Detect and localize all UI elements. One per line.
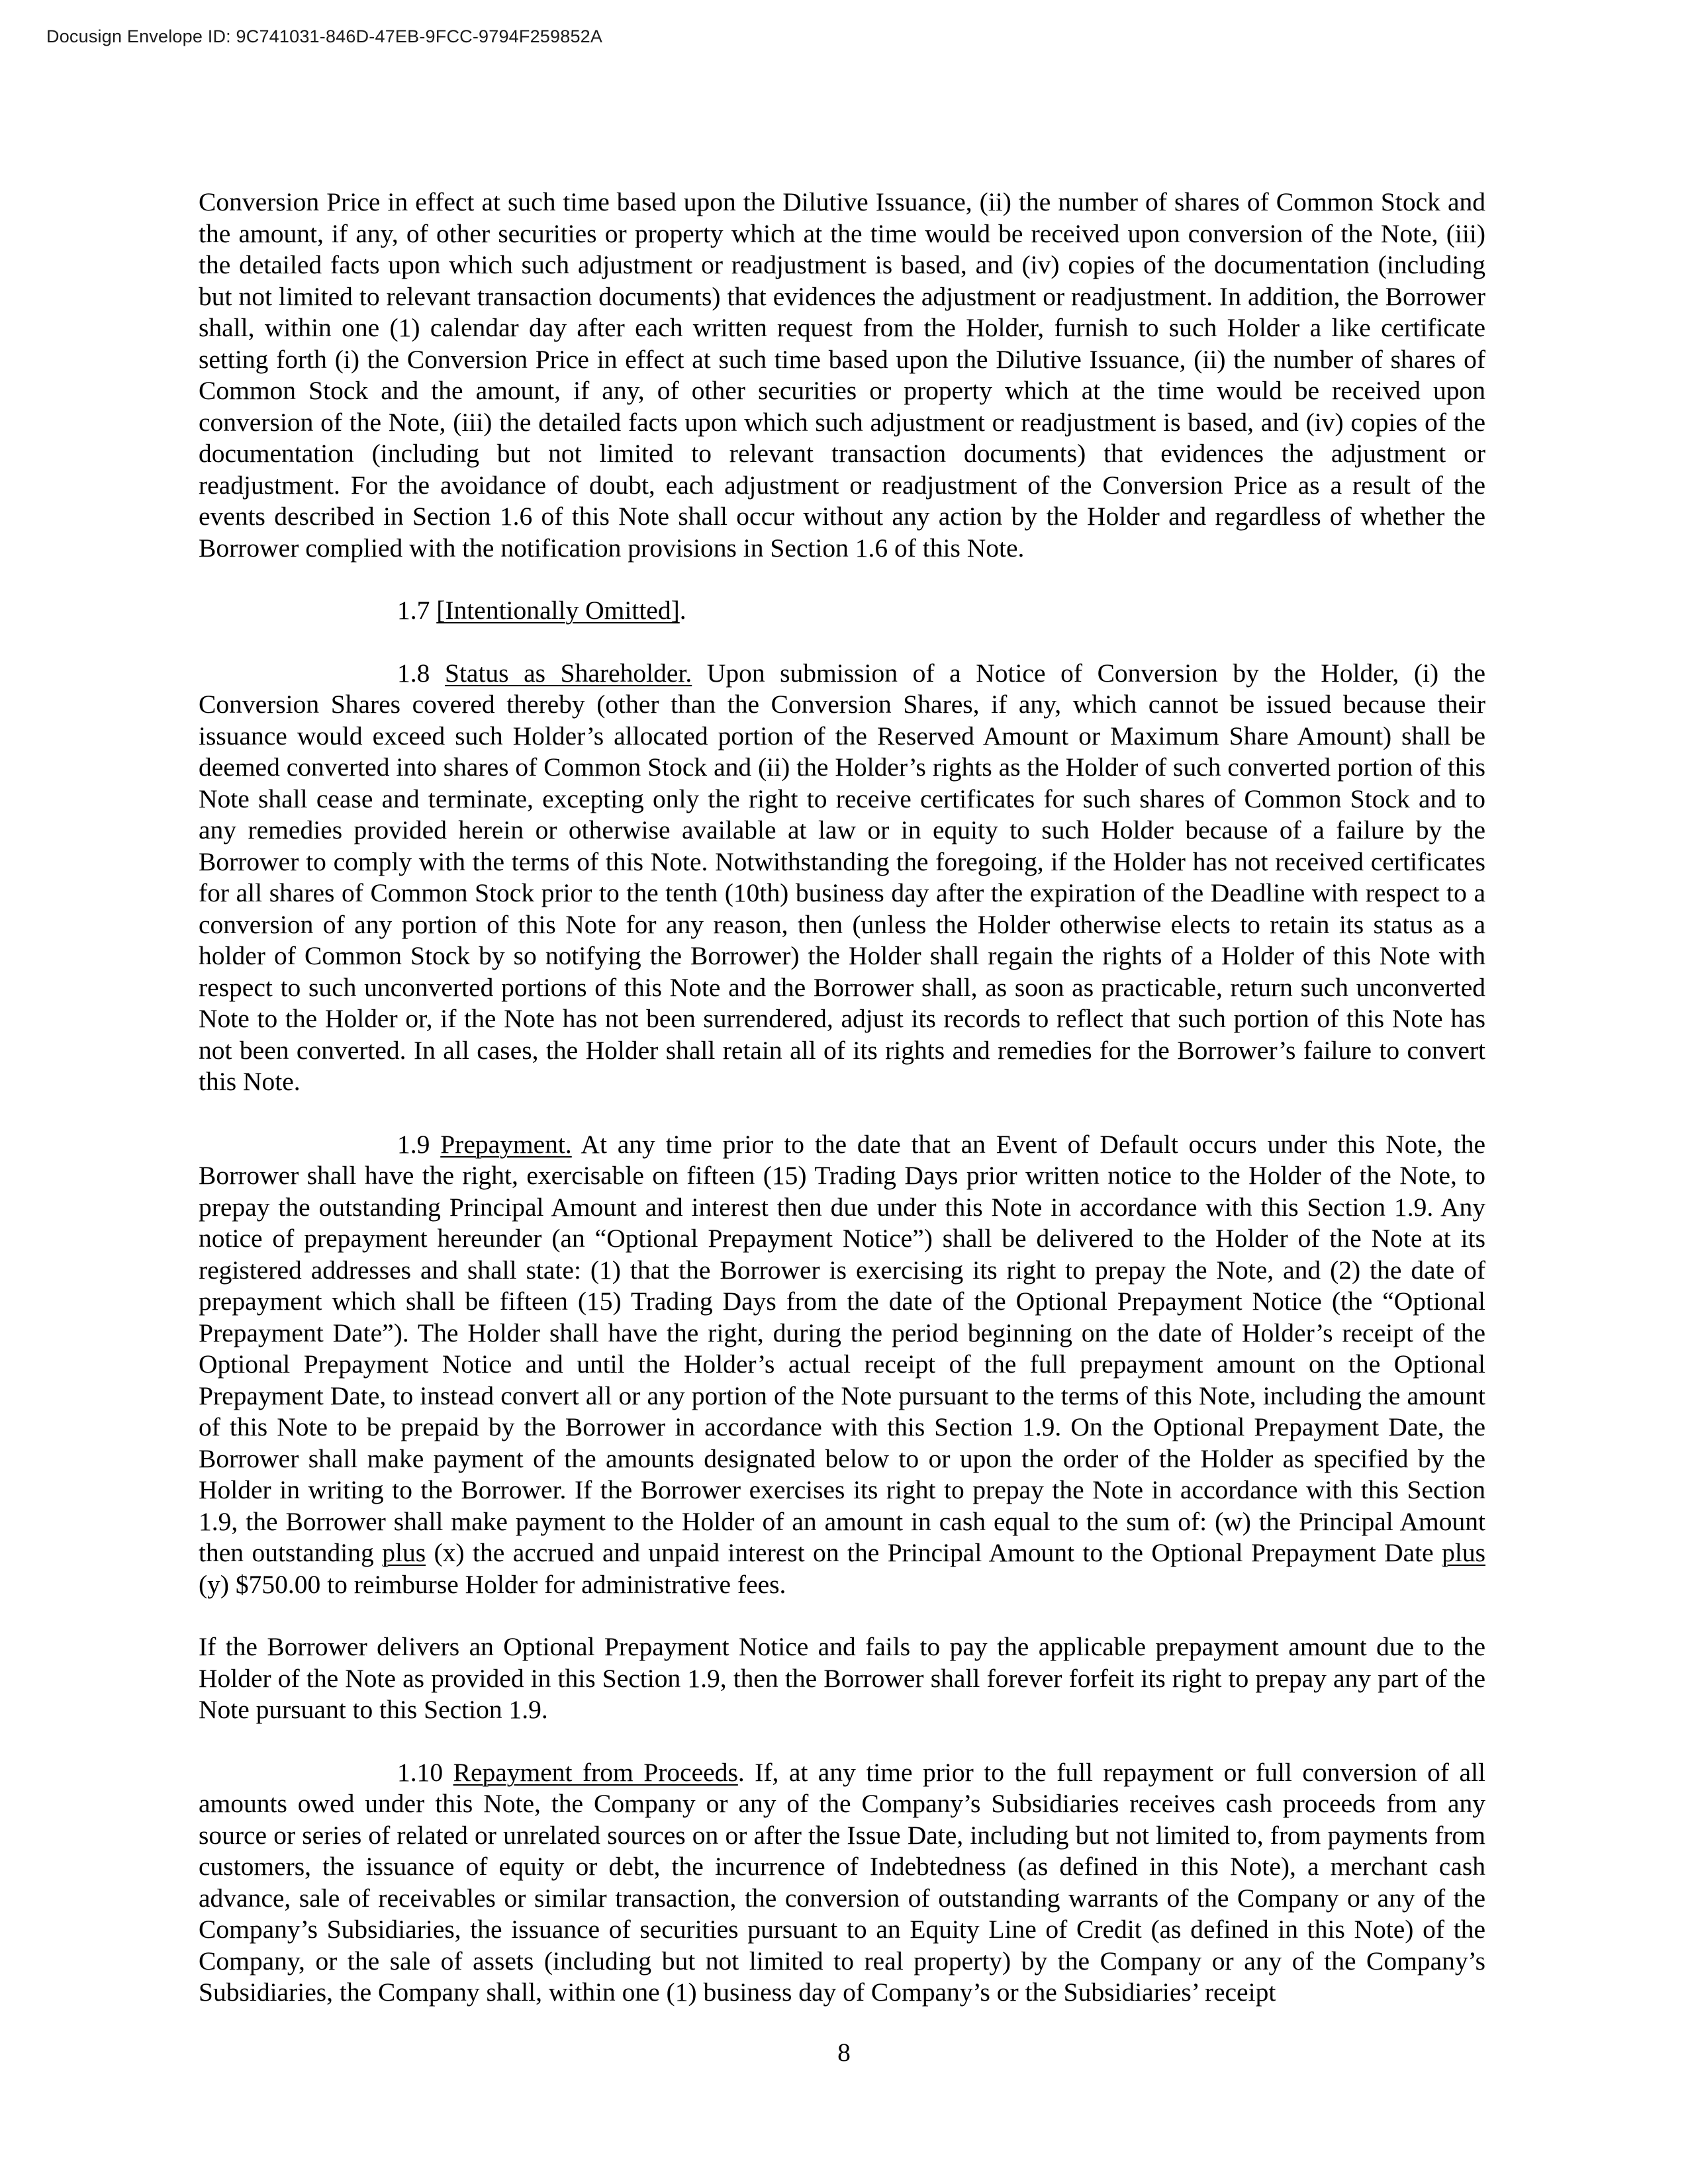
section-1-10: [199, 1757, 1485, 2009]
section-1-9-body-b: (x) the accrued and unpaid interest on the Principal Amount to the Optional Prepayment Date: [426, 1538, 1442, 1567]
section-1-7-title: [Intentionally Omitted]: [436, 596, 680, 625]
section-1-7-tail: .: [679, 596, 686, 625]
section-1-10-number: 1.10: [397, 1757, 453, 1787]
section-1-8-number: 1.8: [397, 658, 445, 688]
section-1-9: [199, 1129, 1485, 1601]
section-1-9-body-a: At any time prior to the date that an Event of Default occurs under this Note, the Borrower shall have the right, exercisable on fifteen (15) Trading Days prior written notice to the Holder of the Note, to prepay the outstanding Principal Amount and interest then due under this Note in accordance with this Section 1.9. Any notice of prepayment hereunder (an “Optional Prepayment Notice”) shall be delivered to the Holder of the Note at its registered addresses and shall state: (1) that the Borrower is exercising its right to prepay the Note, and (2) the date of prepayment which shall be fifteen (15) Trading Days from the date of the Optional Prepayment Notice (the “Optional Prepayment Date”). The Holder shall have the right, during the period beginning on the date of Holder’s receipt of the Optional Prepayment Notice and until the Holder’s actual receipt of the full prepayment amount on the Optional Prepayment Date, to instead convert all or any portion of the Note pursuant to the terms of this Note, including the amount of this Note to be prepaid by the Borrower in accordance with this Section 1.9. On the Optional Prepayment Date, the Borrower shall make payment of the amounts designated below to or upon the order of the Holder as specified by the Holder in writing to the Borrower. If the Borrower exercises its right to prepay the Note in accordance with this Section 1.9, the Borrower shall make payment to the Holder of an amount in cash equal to the sum of: (w) the Principal Amount then outstanding: [199, 1129, 1485, 1567]
section-1-10-title: Repayment from Proceeds: [453, 1757, 738, 1787]
paragraph-prepayment-forfeit: If the Borrower delivers an Optional Prepayment Notice and fails to pay the applicable prepayment amount due to the Holder of the Note as provided in this Section 1.9, then the Borrower shall forever forfeit its right to prepay any part of the Note pursuant to this Section 1.9.: [199, 1632, 1485, 1724]
section-1-10-body: . If, at any time prior to the full repayment or full conversion of all amounts owed under this Note, the Company or any of the Company’s Subsidiaries receives cash proceeds from any source or series of related or unrelated sources on or after the Issue Date, including but not limited to, from payments from customers, the issuance of equity or debt, the incurrence of Indebtedness (as defined in this Note), a merchant cash advance, sale of receivables or similar transaction, the conversion of outstanding warrants of the Company or any of the Company’s Subsidiaries, the issuance of securities pursuant to an Equity Line of Credit (as defined in this Note) of the Company, or the sale of assets (including but not limited to real property) by the Company or any of the Company’s Subsidiaries, the Company shall, within one (1) business day of Company’s or the Subsidiaries’ receipt: [199, 1757, 1486, 2007]
section-1-8: [199, 658, 1485, 1098]
page-number: 8: [837, 2038, 851, 2067]
section-1-7-number: 1.7: [397, 596, 437, 625]
section-1-8-title: Status as Shareholder.: [444, 658, 692, 688]
plus-term-1: plus: [382, 1538, 426, 1567]
section-1-8-body: Upon submission of a Notice of Conversion by the Holder, (i) the Conversion Shares covered thereby (other than the Conversion Shares, if any, which cannot be issued because their issuance would exceed such Holder’s allocated portion of the Reserved Amount or Maximum Share Amount) shall be deemed converted into shares of Common Stock and (ii) the Holder’s rights as the Holder of such converted portion of this Note shall cease and terminate, excepting only the right to receive certificates for such shares of Common Stock and to any remedies provided herein or otherwise available at law or in equity to such Holder because of a failure by the Borrower to comply with the terms of this Note. Notwithstanding the foregoing, if the Holder has not received certificates for all shares of Common Stock prior to the tenth (10th) business day after the expiration of the Deadline with respect to a conversion of any portion of this Note for any reason, then (unless the Holder otherwise elects to retain its status as a holder of Common Stock by so notifying the Borrower) the Holder shall regain the rights of a Holder of this Note with respect to such unconverted portions of this Note and the Borrower shall, as soon as practicable, return such unconverted Note to the Holder or, if the Note has not been surrendered, adjust its records to reflect that such portion of this Note has not been converted. In all cases, the Holder shall retain all of its rights and remedies for the Borrower’s failure to convert this Note.: [199, 658, 1485, 1096]
plus-term-2: plus: [1442, 1538, 1485, 1567]
document-body: [199, 187, 1485, 2009]
section-1-7: [199, 595, 1485, 627]
section-1-9-title: Prepayment.: [440, 1129, 572, 1159]
docusign-envelope-id: Docusign Envelope ID: 9C741031-846D-47EB-9FCC-9794F259852A: [46, 26, 603, 46]
paragraph-conversion-certificate: Conversion Price in effect at such time based upon the Dilutive Issuance, (ii) the number of shares of Common Stock and the amount, if any, of other securities or property which at the time would be received upon conversion of the Note, (iii) the detailed facts upon which such adjustment or readjustment is based, and (iv) copies of the documentation (including but not limited to relevant transaction documents) that evidences the adjustment or readjustment. In addition, the Borrower shall, within one (1) calendar day after each written request from the Holder, furnish to such Holder a like certificate setting forth (i) the Conversion Price in effect at such time based upon the Dilutive Issuance, (ii) the number of shares of Common Stock and the amount, if any, of other securities or property which at the time would be received upon conversion of the Note, (iii) the detailed facts upon which such adjustment or readjustment is based, and (iv) copies of the documentation (including but not limited to relevant transaction documents) that evidences the adjustment or readjustment. For the avoidance of doubt, each adjustment or readjustment of the Conversion Price as a result of the events described in Section 1.6 of this Note shall occur without any action by the Holder and regardless of whether the Borrower complied with the notification provisions in Section 1.6 of this Note.: [199, 187, 1485, 563]
section-1-9-body-c: (y) $750.00 to reimburse Holder for administrative fees.: [199, 1569, 786, 1599]
section-1-9-number: 1.9: [397, 1129, 441, 1159]
